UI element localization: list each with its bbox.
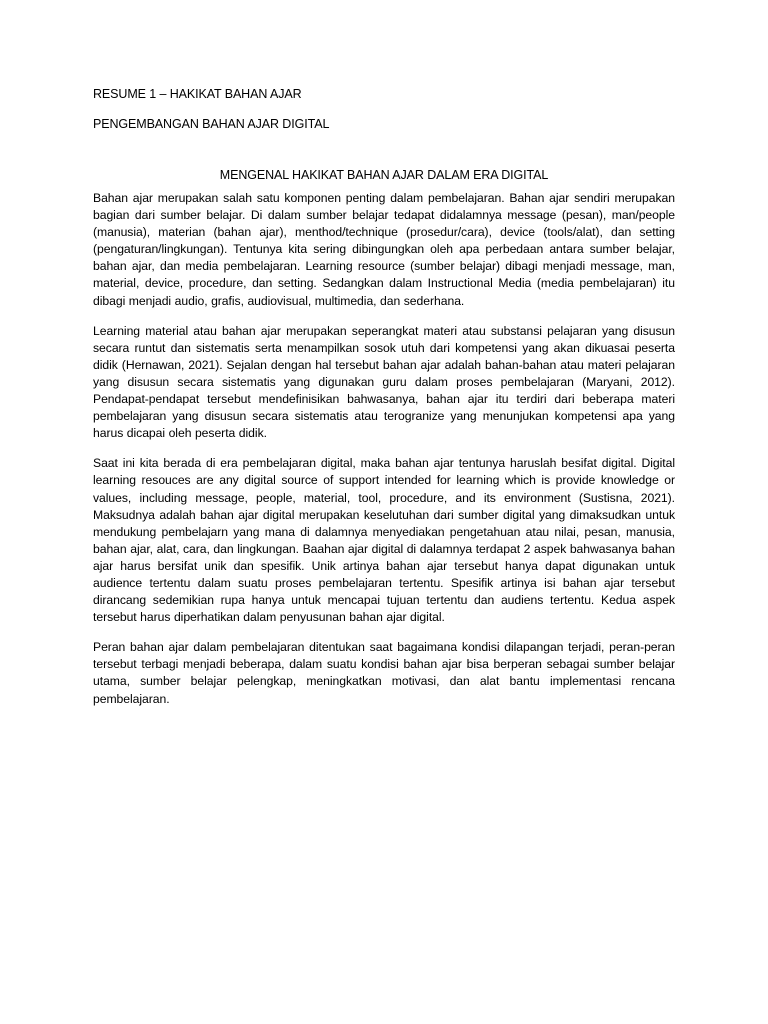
document-content <box>93 86 675 708</box>
paragraph-3: Saat ini kita berada di era pembelajaran digital, maka bahan ajar tentunya haruslah besifat digital. Digital learning resouces are any digital source of support intended for learning which is provide knowledge or values, including message, people, material, tool, procedure, and its environment (Sustisna, 2021). Maksudnya adalah bahan ajar digital merupakan keselutuhan dari sumber digital yang dimaksudkan untuk mendukung pembelajarn yang mana di dalamnya menyediakan pengetahuan atau nilai, pesan, manusia, bahan ajar, alat, cara, dan lingkungan. Baahan ajar digital di dalamnya terdapat 2 aspek bahwasanya bahan ajar harus bersifat unik dan spesifik. Unik artinya bahan ajar tersebut hanya dapat digunakan untuk audience tertentu dalam suatu proses pembelajaran tertentu. Spesifik artinya isi bahan ajar tersebut dirancang sedemikian rupa hanya untuk mencapai tujuan tertentu dan audiens tertentu. Kedua aspek tersebut harus diperhatikan dalam penyusunan bahan ajar digital. <box>93 456 675 625</box>
resume-heading: RESUME 1 – HAKIKAT BAHAN AJAR <box>93 87 302 101</box>
paragraph-2: Learning material atau bahan ajar merupakan seperangkat materi atau substansi pelajaran yang disusun secara runtut dan sistematis serta menampilkan sosok utuh dari kompetensi yang akan dikuasai peserta didik (Hernawan, 2021). Sejalan dengan hal tersebut bahan ajar adalah bahan-bahan atau materi pelajaran yang disusun secara sistematis yang digunakan guru dalam proses pembelajaran (Maryani, 2012). Pendapat-pendapat tersebut mendefinisikan bahwasanya, bahan ajar itu terdiri dari beberapa materi pembelajaran yang disusun secara sistematis atau terogranize yang menunjukan kompetensi apa yang harus dicapai oleh peserta didik. <box>93 323 675 441</box>
course-heading: PENGEMBANGAN BAHAN AJAR DIGITAL <box>93 117 330 131</box>
paragraph-1: Bahan ajar merupakan salah satu komponen penting dalam pembelajaran. Bahan ajar sendiri merupakan bagian dari sumber belajar. Di dalam sumber belajar tedapat didalamnya message (pesan), man/people (manusia), materian (bahan ajar), menthod/technique (prosedur/cara), device (tools/alat), dan setting (pengaturan/lingkungan). Tentunya kita sering dibingungkan oleh apa perbedaan antara sumber belajar, bahan ajar, dan media pembelajaran. Learning resource (sumber belajar) dibagi menjadi message, man, material, device, procedure, dan setting. Sedangkan dalam Instructional Media (media pembelajaran) itu dibagi menjadi audio, grafis, audiovisual, multimedia, dan sederhana. <box>93 191 675 308</box>
section-title: MENGENAL HAKIKAT BAHAN AJAR DALAM ERA DIGITAL <box>219 168 549 182</box>
paragraph-4: Peran bahan ajar dalam pembelajaran ditentukan saat bagaimana kondisi dilapangan terjadi, peran-peran tersebut terbagi menjadi beberapa, dalam suatu kondisi bahan ajar bisa berperan sebagai sumber belajar utama, sumber belajar pelengkap, meningkatkan motivasi, dan alat bantu implementasi rencana pembelajaran. <box>93 640 675 706</box>
